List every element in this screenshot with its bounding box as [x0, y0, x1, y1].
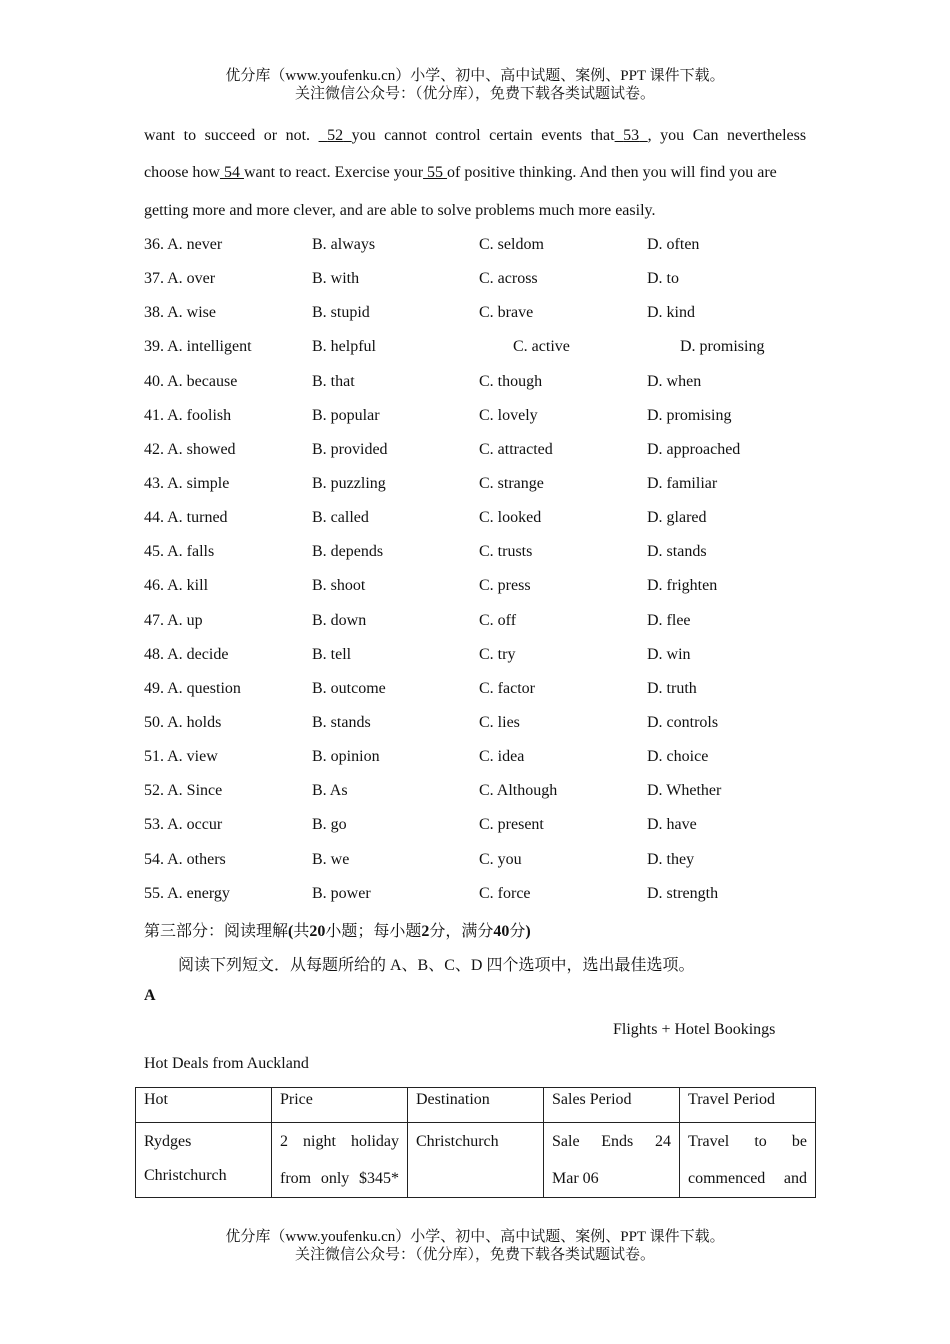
option-b: B. tell: [312, 645, 352, 663]
option-row: [144, 473, 814, 507]
passage-text-segment: of positive thinking. And then you will find you are: [447, 164, 777, 181]
cell-text: Travel to be: [688, 1133, 807, 1150]
page-header: [0, 67, 950, 103]
option-a: 47. A. up: [144, 611, 203, 629]
option-d: D. kind: [647, 304, 695, 322]
option-a: 46. A. kill: [144, 577, 209, 595]
footer-line-1: 优分库（www.youfenku.cn）小学、初中、高中试题、案例、PPT 课件下载。: [225, 1229, 725, 1245]
footer-line-2: 关注微信公众号：（优分库），免费下载各类试题试卷。: [294, 1247, 655, 1263]
options-list: [144, 234, 814, 917]
cell-hot: [136, 1123, 272, 1198]
option-row: [144, 268, 814, 302]
option-d: D. approached: [647, 440, 741, 458]
option-c: C. though: [479, 372, 543, 390]
blank-55: 55: [427, 164, 444, 181]
option-row: [144, 405, 814, 439]
option-b: B. shoot: [312, 577, 366, 595]
cell-text: Sale Ends 24: [552, 1133, 671, 1150]
passage-text-segment: you cannot control certain events that: [351, 127, 615, 144]
option-c: C. try: [479, 645, 516, 663]
passage-line-2: [144, 164, 777, 182]
section-title-text: 共: [293, 923, 310, 940]
option-c: C. brave: [479, 304, 534, 322]
option-d: D. flee: [647, 611, 691, 629]
header-cell-price: Price: [272, 1088, 408, 1123]
option-d: D. Whether: [647, 782, 722, 800]
option-c: C. factor: [479, 679, 535, 697]
cell-sales-period: [544, 1123, 680, 1198]
option-b: B. provided: [312, 440, 388, 458]
option-a: 55. A. energy: [144, 884, 230, 902]
option-b: B. with: [312, 270, 360, 288]
option-row: [144, 575, 814, 609]
option-d: D. glared: [647, 509, 707, 527]
section-title-text: 分: [509, 923, 526, 940]
blank-53: 53: [623, 127, 640, 144]
cell-destination: Christchurch: [408, 1123, 544, 1198]
option-b: B. power: [312, 884, 371, 902]
option-row: [144, 371, 814, 405]
option-b: B. called: [312, 509, 369, 527]
option-row: [144, 712, 814, 746]
option-c: C. trusts: [479, 543, 533, 561]
option-c: C. active: [513, 338, 570, 356]
header-cell-travel-period: Travel Period: [680, 1088, 816, 1123]
option-d: D. promising: [680, 338, 765, 356]
cell-price: [272, 1123, 408, 1198]
option-a: 45. A. falls: [144, 543, 215, 561]
section-title-number: 2: [421, 923, 430, 940]
option-c: C. Although: [479, 782, 558, 800]
option-c: C. looked: [479, 509, 542, 527]
table-caption: Hot Deals from Auckland: [144, 1055, 309, 1072]
option-row: [144, 780, 814, 814]
option-row: [144, 814, 814, 848]
option-c: C. idea: [479, 748, 525, 766]
option-d: D. often: [647, 236, 700, 253]
option-a: 53. A. occur: [144, 816, 223, 834]
option-d: D. they: [647, 850, 695, 868]
section-title-number: 40: [493, 923, 510, 940]
section-title-text: ): [525, 923, 531, 940]
option-b: B. As: [312, 782, 348, 800]
passage-line-1: [144, 127, 806, 145]
cell-text: commenced and: [688, 1170, 807, 1187]
option-a: 43. A. simple: [144, 474, 230, 492]
option-d: D. win: [647, 645, 691, 663]
option-c: C. press: [479, 577, 531, 595]
section-title-text: 分，满分: [429, 923, 494, 940]
option-b: B. puzzling: [312, 474, 386, 492]
header-line-1: 优分库（www.youfenku.cn）小学、初中、高中试题、案例、PPT 课件下载。: [225, 68, 725, 84]
option-row: [144, 507, 814, 541]
option-a: 44. A. turned: [144, 509, 228, 527]
section-title: [144, 918, 531, 941]
option-row: [144, 336, 814, 370]
option-a: 48. A. decide: [144, 645, 229, 663]
option-a: 38. A. wise: [144, 304, 216, 322]
option-row: [144, 302, 814, 336]
header-cell-hot: Hot: [136, 1088, 272, 1123]
option-d: D. frighten: [647, 577, 718, 595]
option-c: C. off: [479, 611, 517, 629]
option-b: B. always: [312, 236, 376, 253]
cell-text: 2 night holiday: [280, 1133, 399, 1150]
cell-text: Mar 06: [552, 1170, 599, 1187]
option-a: 54. A. others: [144, 850, 226, 868]
option-a: 42. A. showed: [144, 440, 236, 458]
option-c: C. across: [479, 270, 538, 288]
option-c: C. lovely: [479, 406, 538, 424]
part-label: A: [144, 987, 156, 1004]
option-row: [144, 541, 814, 575]
option-row: [144, 678, 814, 712]
option-d: D. to: [647, 270, 679, 288]
header-cell-sales-period: Sales Period: [544, 1088, 680, 1123]
option-b: B. stands: [312, 713, 371, 731]
ad-heading: Flights + Hotel Bookings: [613, 1021, 776, 1038]
option-b: B. popular: [312, 406, 380, 424]
passage-text-segment: , you Can nevertheless: [647, 127, 807, 144]
option-b: B. depends: [312, 543, 384, 561]
section-title-text: 小题；每小题: [325, 923, 422, 940]
instruction-text: 阅读下列短文．从每题所给的 A、B、C、D 四个选项中，选出最佳选项。: [178, 957, 695, 974]
header-line-2: 关注微信公众号：（优分库），免费下载各类试题试卷。: [294, 86, 655, 102]
option-c: C. attracted: [479, 440, 553, 458]
option-b: B. that: [312, 372, 355, 390]
option-a: 41. A. foolish: [144, 406, 232, 424]
option-d: D. controls: [647, 713, 719, 731]
option-a: 49. A. question: [144, 679, 241, 697]
option-d: D. choice: [647, 748, 709, 766]
option-a: 39. A. intelligent: [144, 338, 252, 356]
option-row: [144, 746, 814, 780]
option-d: D. truth: [647, 679, 697, 697]
cell-travel-period: [680, 1123, 816, 1198]
blank-54: 54: [223, 164, 240, 181]
table-header-row: [136, 1088, 816, 1123]
option-c: C. seldom: [479, 236, 544, 253]
option-row: [144, 439, 814, 473]
option-a: 37. A. over: [144, 270, 216, 288]
option-d: D. stands: [647, 543, 707, 561]
page-footer: [0, 1228, 950, 1264]
passage-line-3: getting more and more clever, and are able to solve problems much more easily.: [144, 202, 656, 219]
option-a: 36. A. never: [144, 236, 223, 253]
section-title-number: 20: [309, 923, 326, 940]
option-row: [144, 234, 814, 268]
option-b: B. go: [312, 816, 347, 834]
option-c: C. lies: [479, 713, 520, 731]
option-b: B. down: [312, 611, 367, 629]
option-b: B. opinion: [312, 748, 380, 766]
option-c: C. strange: [479, 474, 544, 492]
option-c: C. you: [479, 850, 522, 868]
option-b: B. outcome: [312, 679, 386, 697]
section-title-text: 第三部分：阅读理解: [144, 923, 289, 940]
option-row: [144, 883, 814, 917]
passage-text-segment: choose how: [144, 164, 220, 181]
option-b: B. helpful: [312, 338, 376, 356]
cell-text: Rydges: [144, 1133, 192, 1150]
option-b: B. we: [312, 850, 350, 868]
option-b: B. stupid: [312, 304, 370, 322]
option-c: C. force: [479, 884, 531, 902]
blank-52: 52: [327, 127, 344, 144]
option-d: D. familiar: [647, 474, 718, 492]
option-c: C. present: [479, 816, 544, 834]
option-row: [144, 644, 814, 678]
option-d: D. strength: [647, 884, 719, 902]
option-row: [144, 849, 814, 883]
header-cell-destination: Destination: [408, 1088, 544, 1123]
option-a: 40. A. because: [144, 372, 238, 390]
option-row: [144, 610, 814, 644]
cell-text: Christchurch: [144, 1167, 227, 1184]
section-title-text: (: [288, 923, 294, 940]
option-a: 51. A. view: [144, 748, 218, 766]
option-d: D. when: [647, 372, 702, 390]
option-d: D. promising: [647, 406, 732, 424]
passage-text-segment: want to react. Exercise your: [243, 164, 424, 181]
table-row: [136, 1123, 816, 1198]
option-a: 52. A. Since: [144, 782, 223, 800]
deals-table: [135, 1087, 816, 1198]
cell-text: from only $345*: [280, 1170, 399, 1187]
option-a: 50. A. holds: [144, 713, 222, 731]
option-d: D. have: [647, 816, 697, 834]
passage-text-segment: want to succeed or not.: [144, 127, 311, 144]
